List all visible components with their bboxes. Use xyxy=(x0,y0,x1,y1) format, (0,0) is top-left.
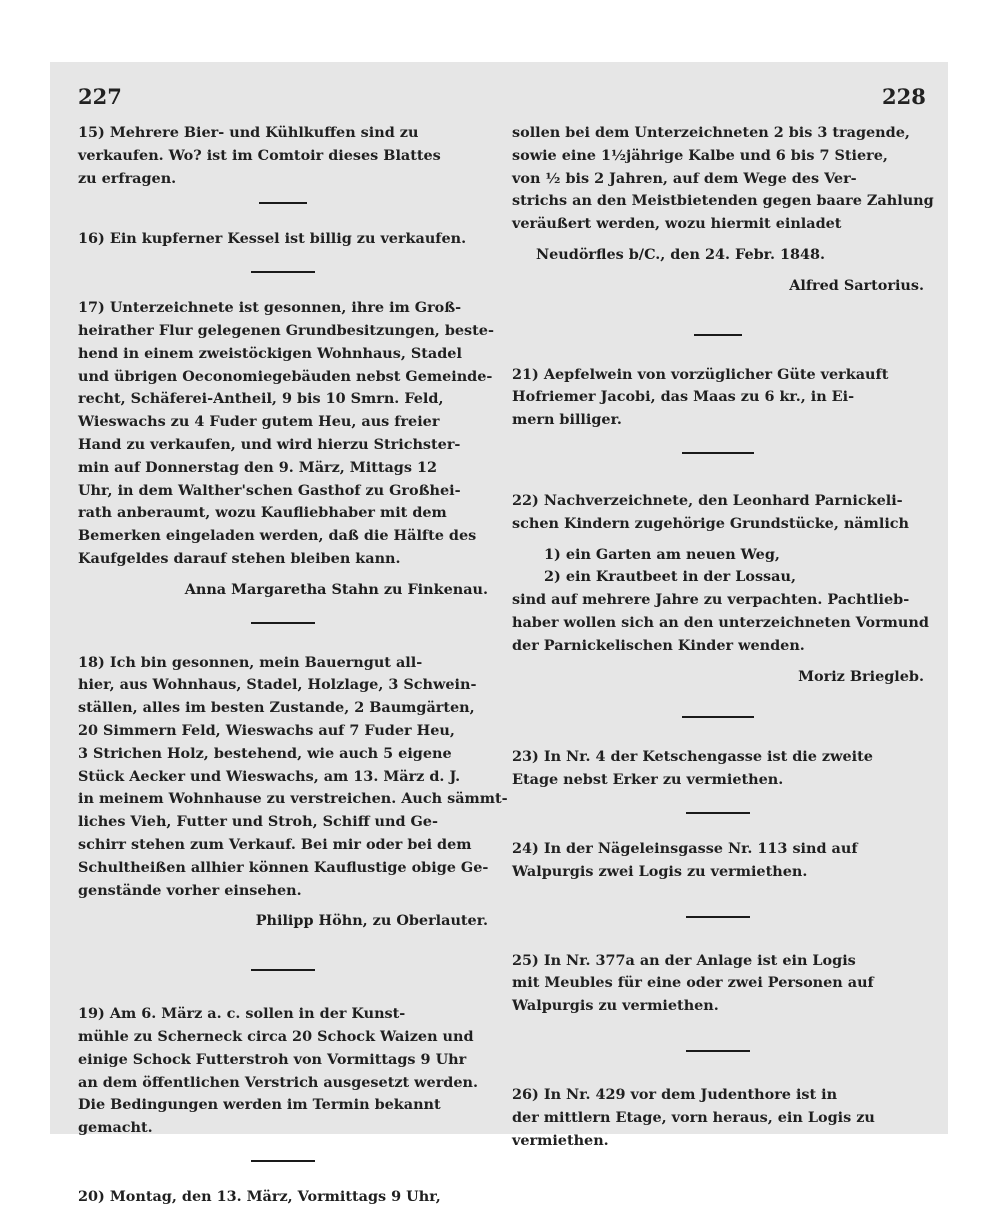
notice-23 xyxy=(512,746,924,792)
notice-22 xyxy=(512,490,924,536)
page-number-left: 227 xyxy=(78,84,122,109)
text-line: sowie eine 1½jährige Kalbe und 6 bis 7 Stiere, xyxy=(512,146,888,164)
notice-25 xyxy=(512,950,924,1018)
text-line: 3 Strichen Holz, bestehend, wie auch 5 eigene xyxy=(78,744,452,762)
text-line: hier, aus Wohnhaus, Stadel, Holzlage, 3 Schwein- xyxy=(78,676,477,694)
text-line: Hand zu verkaufen, und wird hierzu Strichster- xyxy=(78,435,461,453)
text-line: 23) In Nr. 4 der Ketschengasse ist die zweite xyxy=(512,748,873,766)
notice-22-list-item: 2) ein Krautbeet in der Lossau, xyxy=(544,568,796,586)
notice-26 xyxy=(512,1084,924,1152)
text-line: recht, Schäferei-Antheil, 9 bis 10 Smrn. Feld, xyxy=(78,390,444,408)
text-line: einige Schock Futterstroh von Vormittags 9 Uhr xyxy=(78,1050,467,1068)
text-line: 20 Simmern Feld, Wieswachs auf 7 Fuder Heu, xyxy=(78,721,455,739)
notice-20-signature: Alfred Sartorius. xyxy=(789,276,924,294)
text-line: mern billiger. xyxy=(512,411,622,429)
text-line: 20) Montag, den 13. März, Vormittags 9 Uhr, xyxy=(78,1187,441,1205)
text-line: mit Meubles für eine oder zwei Personen auf xyxy=(512,974,874,992)
notice-22-continued xyxy=(512,589,929,657)
text-line: hend in einem zweistöckigen Wohnhaus, Stadel xyxy=(78,344,462,362)
notice-18 xyxy=(78,652,508,903)
notice-17-signature: Anna Margaretha Stahn zu Finkenau. xyxy=(184,580,488,598)
text-line: Schultheißen allhier können Kauflustige obige Ge- xyxy=(78,858,489,876)
text-line: 25) In Nr. 377a an der Anlage ist ein Logis xyxy=(512,951,856,969)
notice-22-signature: Moriz Briegleb. xyxy=(798,667,924,685)
text-line: Uhr, in dem Walther'schen Gasthof zu Großhei- xyxy=(78,481,461,499)
text-line: sollen bei dem Unterzeichneten 2 bis 3 tragende, xyxy=(512,124,910,141)
notice-22-list xyxy=(512,544,924,590)
text-line: 19) Am 6. März a. c. sollen in der Kunst- xyxy=(78,1005,406,1023)
text-line: Kaufgeldes darauf stehen bleiben kann. xyxy=(78,549,401,567)
text-line: Hofriemer Jacobi, das Maas zu 6 kr., in Ei- xyxy=(512,388,855,406)
text-line: gemacht. xyxy=(78,1119,153,1137)
text-line: sind auf mehrere Jahre zu verpachten. Pachtlieb- xyxy=(512,591,910,609)
text-line: ställen, alles im besten Zustande, 2 Baumgärten, xyxy=(78,699,475,717)
left-column xyxy=(78,122,508,1209)
text-line: schirr stehen zum Verkauf. Bei mir oder bei dem xyxy=(78,835,472,853)
notice-22-list-item: 1) ein Garten am neuen Weg, xyxy=(544,545,780,563)
text-line: haber wollen sich an den unterzeichneten Vormund xyxy=(512,613,929,631)
notice-20-dateline: Neudörfles b/C., den 24. Febr. 1848. xyxy=(536,245,826,263)
notice-17 xyxy=(78,297,494,571)
text-line: liches Vieh, Futter und Stroh, Schiff und Ge- xyxy=(78,813,438,831)
text-line: 21) Aepfelwein von vorzüglicher Güte verkauft xyxy=(512,365,889,383)
text-line: der Parnickelischen Kinder wenden. xyxy=(512,636,805,654)
text-line: der mittlern Etage, vorn heraus, ein Logis zu xyxy=(512,1108,875,1126)
notice-15 xyxy=(78,122,488,190)
text-line: 16) Ein kupferner Kessel ist billig zu verkaufen. xyxy=(78,230,467,248)
text-line: Wieswachs zu 4 Fuder gutem Heu, aus freier xyxy=(78,413,440,431)
notice-20-continued xyxy=(512,122,934,236)
text-line: von ½ bis 2 Jahren, auf dem Wege des Ver- xyxy=(512,169,857,187)
text-line: 24) In der Nägeleinsgasse Nr. 113 sind auf xyxy=(512,839,858,857)
notice-21 xyxy=(512,364,924,432)
page-number-right: 228 xyxy=(882,84,926,109)
text-line: an dem öffentlichen Verstrich ausgesetzt werden. xyxy=(78,1073,478,1091)
text-line: mühle zu Scherneck circa 20 Schock Waizen und xyxy=(78,1027,474,1045)
text-line: 17) Unterzeichnete ist gesonnen, ihre im Groß- xyxy=(78,299,462,317)
text-line: rath anberaumt, wozu Kaufliebhaber mit dem xyxy=(78,504,447,522)
text-line: Bemerken eingeladen werden, daß die Hälfte des xyxy=(78,527,477,545)
text-line: vermiethen. xyxy=(512,1131,609,1149)
text-line: und übrigen Oeconomiegebäuden nebst Gemeinde- xyxy=(78,367,493,385)
text-line: verkaufen. Wo? ist im Comtoir dieses Blattes xyxy=(78,146,441,164)
text-line: genstände vorher einsehen. xyxy=(78,881,302,899)
text-line: zu erfragen. xyxy=(78,169,177,187)
text-line: heirather Flur gelegenen Grundbesitzungen, beste- xyxy=(78,321,494,339)
text-line: 18) Ich bin gesonnen, mein Bauerngut all- xyxy=(78,653,423,671)
text-line: schen Kindern zugehörige Grundstücke, nämlich xyxy=(512,514,910,532)
text-line: in meinem Wohnhause zu verstreichen. Auch sämmt- xyxy=(78,790,508,808)
text-line: Walpurgis zu vermiethen. xyxy=(512,997,719,1015)
text-line: Etage nebst Erker zu vermiethen. xyxy=(512,771,784,789)
text-line: 15) Mehrere Bier- und Kühlkuffen sind zu xyxy=(78,124,419,141)
text-line: veräußert werden, wozu hiermit einladet xyxy=(512,215,842,233)
text-line: min auf Donnerstag den 9. März, Mittags 12 xyxy=(78,458,438,476)
notice-16 xyxy=(78,228,488,251)
text-line: 26) In Nr. 429 vor dem Judenthore ist in xyxy=(512,1085,838,1103)
notice-19 xyxy=(78,1003,488,1140)
text-line: Stück Aecker und Wieswachs, am 13. März d. J. xyxy=(78,767,461,785)
text-line: 22) Nachverzeichnete, den Leonhard Parnickeli- xyxy=(512,491,903,509)
notice-20 xyxy=(78,1186,488,1209)
text-line: Walpurgis zwei Logis zu vermiethen. xyxy=(512,862,808,880)
notice-24 xyxy=(512,838,924,884)
text-line: strichs an den Meistbietenden gegen baare Zahlung xyxy=(512,192,934,210)
notice-18-signature: Philipp Höhn, zu Oberlauter. xyxy=(255,912,488,930)
right-column xyxy=(512,122,934,1152)
text-line: Die Bedingungen werden im Termin bekannt xyxy=(78,1096,441,1114)
